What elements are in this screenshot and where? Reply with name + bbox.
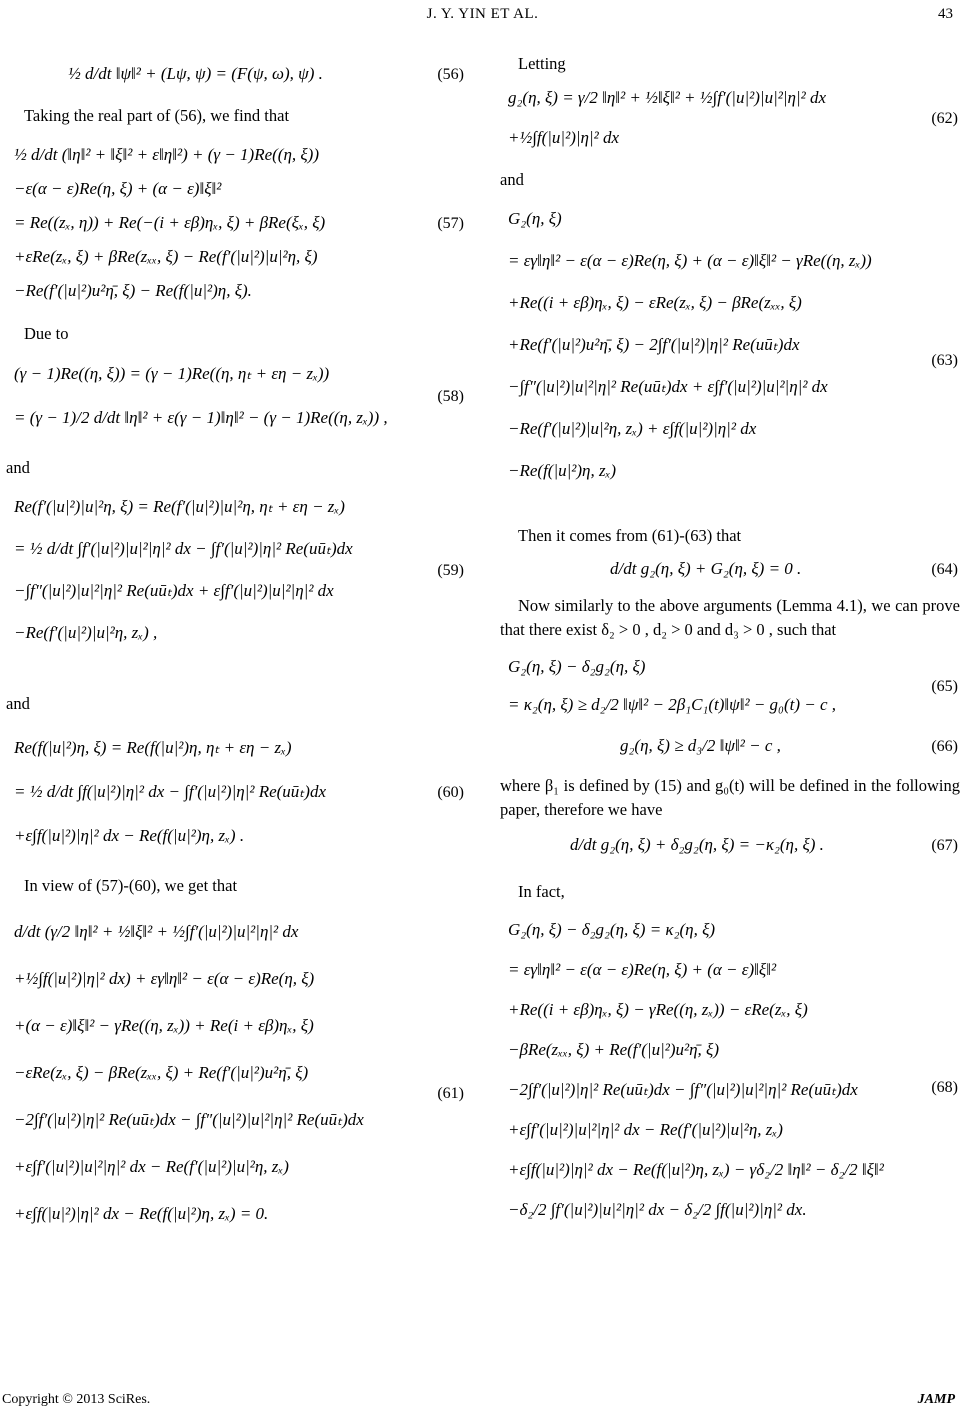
equation-line: Re(f(|u|²)η, ξ) = Re(f(|u|²)η, ηₜ + εη − zₓ): [14, 738, 292, 757]
equation-line: d/dt g₂(η, ξ) + G₂(η, ξ) = 0 .: [610, 559, 802, 578]
page-header: [0, 6, 965, 30]
right-column: [500, 36, 960, 1264]
equation-line: −Re(f′(|u|²)|u|²η, zₓ) + ε∫f(|u|²)|η|² dx: [508, 419, 757, 438]
running-head-author: J. Y. YIN ET AL.: [426, 6, 539, 22]
equation-number: (56): [437, 66, 464, 83]
paragraph: and: [6, 458, 30, 477]
equation-line: (γ − 1)Re((η, ξ)) = (γ − 1)Re((η, ηₜ + εη − zₓ)): [14, 364, 330, 383]
equation-line: −δ₂/2 ∫f′(|u|²)|u|²|η|² dx − δ₂/2 ∫f(|u|²)|η|² dx.: [508, 1200, 807, 1219]
equation-line: +ε∫f(|u|²)|η|² dx − Re(f(|u|²)η, zₓ) = 0.: [14, 1204, 269, 1223]
equation-line: = (γ − 1)/2 d/dt ‖η‖² + ε(γ − 1)‖η‖² − (γ − 1)Re((η, zₓ)) ,: [14, 408, 388, 427]
equation-line: = ½ d/dt ∫f(|u|²)|η|² dx − ∫f′(|u|²)|η|² Re(uūₜ)dx: [14, 782, 327, 801]
equation-line: ½ d/dt ‖ψ‖² + (Lψ, ψ) = (F(ψ, ω), ψ) .: [68, 64, 323, 83]
equation-line: +ε∫f(|u|²)|η|² dx − Re(f(|u|²)η, zₓ) .: [14, 826, 245, 845]
equation-line: ½ d/dt (‖η‖² + ‖ξ‖² + ε‖η‖²) + (γ − 1)Re((η, ξ)): [14, 145, 319, 164]
equation-63: [508, 198, 960, 522]
equation-line: G₂(η, ξ) − δ₂g₂(η, ξ): [508, 657, 646, 676]
paragraph: Then it comes from (61)-(63) that: [518, 526, 742, 545]
paragraph: Letting: [518, 54, 566, 73]
equation-line: = εγ‖η‖² − ε(α − ε)Re(η, ξ) + (α − ε)‖ξ‖²: [508, 960, 777, 979]
equation-number: (63): [931, 352, 958, 369]
equation-line: = Re((zₓ, η)) + Re(−(i + εβ)ηₓ, ξ) + βRe(ξₓ, ξ): [14, 213, 326, 232]
equation-number: (58): [437, 388, 464, 405]
equation-line: +Re(f′(|u|²)u²η̄, ξ) − 2∫f′(|u|²)|η|² Re(uūₜ)dx: [508, 335, 800, 354]
equation-62: [508, 78, 960, 158]
paragraph: In view of (57)-(60), we get that: [24, 876, 238, 895]
equation-56: [6, 62, 466, 86]
equation-line: G₂(η, ξ) − δ₂g₂(η, ξ) = κ₂(η, ξ): [508, 920, 716, 939]
equation-number: (67): [931, 837, 958, 854]
equation-line: d/dt g₂(η, ξ) + δ₂g₂(η, ξ) = −κ₂(η, ξ) .: [570, 835, 824, 854]
equation-57: [14, 138, 466, 308]
paragraph: where β₁ is defined by (15) and g₀(t) will be defined in the following paper, therefore we have: [500, 776, 960, 819]
equation-line: Re(f′(|u|²)|u|²η, ξ) = Re(f′(|u|²)|u|²η, ηₜ + εη − zₓ): [14, 497, 345, 516]
equation-line: = ½ d/dt ∫f′(|u|²)|u|²|η|² dx − ∫f′(|u|²)|η|² Re(uūₜ)dx: [14, 539, 353, 558]
journal-name: JAMP: [917, 1392, 955, 1407]
equation-number: (66): [931, 738, 958, 755]
equation-line: −Re(f(|u|²)η, zₓ): [508, 461, 617, 480]
equation-68: [508, 910, 960, 1264]
equation-58: [14, 352, 466, 440]
paragraph: and: [500, 170, 524, 189]
equation-number: (64): [931, 561, 958, 578]
paragraph: and: [6, 694, 30, 713]
equation-number: (65): [931, 678, 958, 695]
equation-line: +½∫f(|u|²)|η|² dx) + εγ‖η‖² − ε(α − ε)Re(η, ξ): [14, 969, 315, 988]
equation-line: d/dt (γ/2 ‖η‖² + ½‖ξ‖² + ½∫f′(|u|²)|u|²|η|² dx: [14, 922, 299, 941]
equation-line: −βRe(zₓₓ, ξ) + Re(f′(|u|²)u²η̄, ξ): [508, 1040, 719, 1059]
paragraph: In fact,: [518, 882, 565, 901]
equation-line: −Re(f′(|u|²)|u|²η, zₓ) ,: [14, 623, 158, 642]
equation-number: (59): [437, 562, 464, 579]
equation-line: −∫f″(|u|²)|u|²|η|² Re(uūₜ)dx + ε∫f′(|u|²)|u|²|η|² dx: [508, 377, 828, 396]
equation-66: [620, 728, 960, 764]
equation-61: [14, 908, 466, 1277]
equation-line: −2∫f′(|u|²)|η|² Re(uūₜ)dx − ∫f″(|u|²)|u|²|η|² Re(uūₜ)dx: [508, 1080, 858, 1099]
equation-line: −Re(f′(|u|²)u²η̄, ξ) − Re(f(|u|²)η, ξ).: [14, 281, 252, 300]
copyright-notice: Copyright © 2013 SciRes.: [2, 1392, 151, 1407]
equation-line: = εγ‖η‖² − ε(α − ε)Re(η, ξ) + (α − ε)‖ξ‖² − γRe((η, zₓ)): [508, 251, 872, 270]
equation-line: +Re((i + εβ)ηₓ, ξ) − γRe((η, zₓ)) − εRe(zₓ, ξ): [508, 1000, 808, 1019]
equation-number: (60): [437, 784, 464, 801]
equation-line: −2∫f′(|u|²)|η|² Re(uūₜ)dx − ∫f″(|u|²)|u|²|η|² Re(uūₜ)dx: [14, 1110, 364, 1129]
equation-number: (57): [437, 215, 464, 232]
equation-line: −εRe(zₓ, ξ) − βRe(zₓₓ, ξ) + Re(f′(|u|²)u²η̄, ξ): [14, 1063, 309, 1082]
left-column: [6, 36, 466, 1277]
equation-line: +ε∫f(|u|²)|η|² dx − Re(f(|u|²)η, zₓ) − γδ₂/2 ‖η‖² − δ₂/2 ‖ξ‖²: [508, 1160, 884, 1179]
paragraph: Due to: [24, 324, 69, 343]
equation-line: +Re((i + εβ)ηₓ, ξ) − εRe(zₓ, ξ) − βRe(zₓₓ, ξ): [508, 293, 802, 312]
equation-64: [610, 554, 960, 584]
equation-line: +ε∫f′(|u|²)|u|²|η|² dx − Re(f′(|u|²)|u|²η, zₓ): [14, 1157, 289, 1176]
equation-line: G₂(η, ξ): [508, 209, 562, 228]
equation-60: [14, 726, 466, 858]
equation-number: (68): [931, 1079, 958, 1096]
equation-number: (61): [437, 1084, 464, 1102]
equation-line: g₂(η, ξ) ≥ d₃/2 ‖ψ‖² − c ,: [620, 736, 781, 755]
paragraph: Now similarly to the above arguments (Lemma 4.1), we can prove that there exist δ₂ > 0 , d₂ > 0 and d₃ > 0 , such that: [500, 596, 960, 639]
equation-line: +½∫f(|u|²)|η|² dx: [508, 128, 620, 147]
equation-line: +ε∫f′(|u|²)|u|²|η|² dx − Re(f′(|u|²)|u|²η, zₓ): [508, 1120, 783, 1139]
equation-line: g₂(η, ξ) = γ/2 ‖η‖² + ½‖ξ‖² + ½∫f′(|u|²)|u|²|η|² dx: [508, 88, 827, 107]
equation-65: [508, 648, 960, 724]
equation-67: [570, 828, 960, 862]
equation-line: +(α − ε)‖ξ‖² − γRe((η, zₓ)) + Re(i + εβ)ηₓ, ξ): [14, 1016, 314, 1035]
equation-line: −∫f″(|u|²)|u|²|η|² Re(uūₜ)dx + ε∫f′(|u|²)|u|²|η|² dx: [14, 581, 334, 600]
equation-line: +εRe(zₓ, ξ) + βRe(zₓₓ, ξ) − Re(f′(|u|²)|u|²η, ξ): [14, 247, 318, 266]
paragraph: Taking the real part of (56), we find that: [24, 106, 290, 125]
equation-number: (62): [931, 110, 958, 127]
equation-line: = κ₂(η, ξ) ≥ d₂/2 ‖ψ‖² − 2β₁C₁(t)‖ψ‖² − g₀(t) − c ,: [508, 695, 837, 714]
equation-59: [14, 486, 466, 654]
equation-line: −ε(α − ε)Re(η, ξ) + (α − ε)‖ξ‖²: [14, 179, 222, 198]
page-number: 43: [938, 6, 953, 22]
